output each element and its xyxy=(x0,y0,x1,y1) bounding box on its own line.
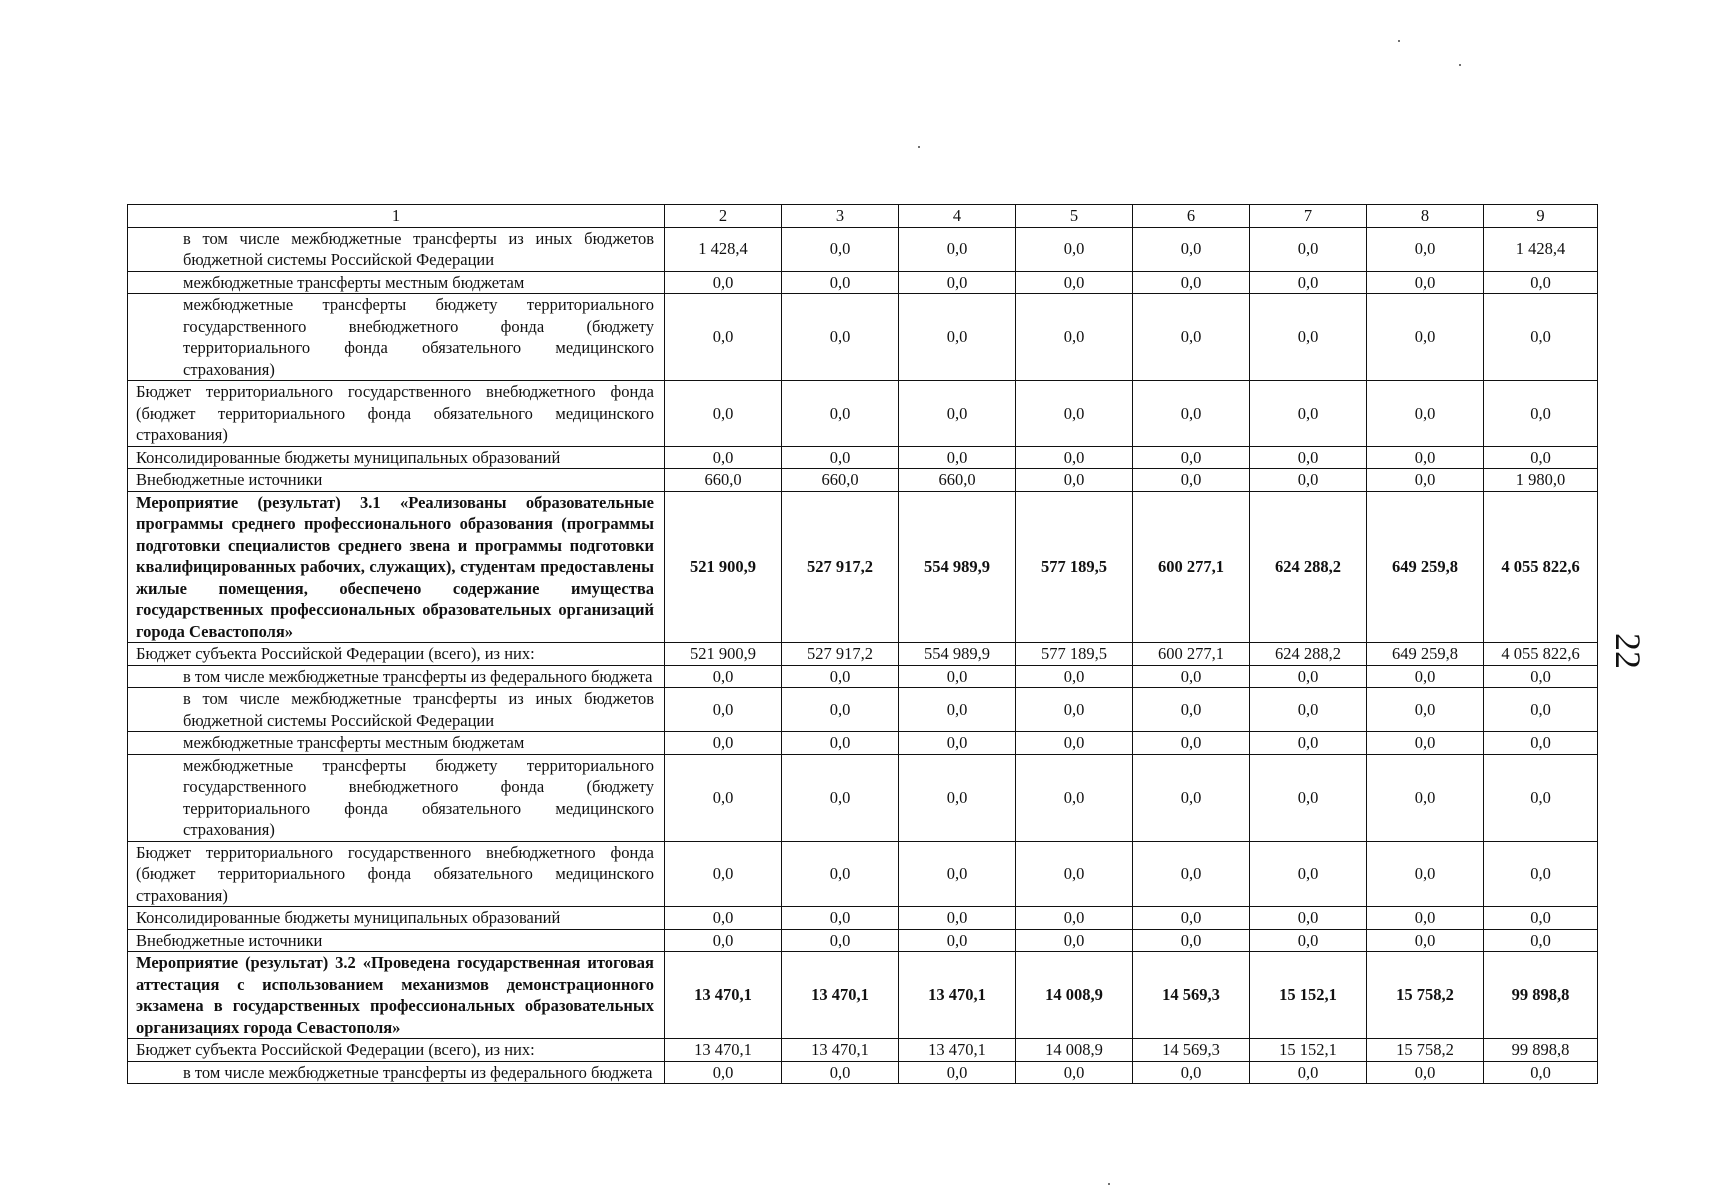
value-cell: 0,0 xyxy=(782,907,899,930)
value-cell: 0,0 xyxy=(1367,754,1484,841)
value-cell: 0,0 xyxy=(1250,754,1367,841)
value-cell: 0,0 xyxy=(782,227,899,271)
value-cell: 15 152,1 xyxy=(1250,1039,1367,1062)
scan-speck xyxy=(918,146,920,148)
value-cell: 0,0 xyxy=(665,732,782,755)
row-label: в том числе межбюджетные трансферты из иных бюджетов бюджетной системы Российской Федерации xyxy=(128,227,665,271)
value-cell: 0,0 xyxy=(782,688,899,732)
value-cell: 0,0 xyxy=(1133,929,1250,952)
value-cell: 0,0 xyxy=(1016,446,1133,469)
value-cell: 14 569,3 xyxy=(1133,1039,1250,1062)
table-row xyxy=(128,446,1598,469)
value-cell: 0,0 xyxy=(1250,227,1367,271)
table-row xyxy=(128,732,1598,755)
value-cell: 0,0 xyxy=(782,665,899,688)
table-row xyxy=(128,754,1598,841)
value-cell: 0,0 xyxy=(1484,732,1598,755)
value-cell: 527 917,2 xyxy=(782,491,899,643)
row-label: межбюджетные трансферты местным бюджетам xyxy=(128,271,665,294)
value-cell: 0,0 xyxy=(665,381,782,447)
value-cell: 0,0 xyxy=(1133,446,1250,469)
value-cell: 0,0 xyxy=(782,841,899,907)
value-cell: 13 470,1 xyxy=(899,952,1016,1039)
row-label: Внебюджетные источники xyxy=(128,469,665,492)
value-cell: 0,0 xyxy=(1250,688,1367,732)
value-cell: 0,0 xyxy=(1133,271,1250,294)
value-cell: 0,0 xyxy=(899,446,1016,469)
value-cell: 0,0 xyxy=(899,665,1016,688)
page-number: 22 xyxy=(1608,633,1648,669)
value-cell: 1 980,0 xyxy=(1484,469,1598,492)
value-cell: 527 917,2 xyxy=(782,643,899,666)
value-cell: 0,0 xyxy=(1250,841,1367,907)
value-cell: 0,0 xyxy=(1367,294,1484,381)
table-row xyxy=(128,1039,1598,1062)
value-cell: 0,0 xyxy=(1133,381,1250,447)
value-cell: 0,0 xyxy=(1484,1061,1598,1084)
value-cell: 14 569,3 xyxy=(1133,952,1250,1039)
header-cell: 8 xyxy=(1367,205,1484,228)
row-label: Бюджет территориального государственного внебюджетного фонда (бюджет территориального фонда обязательного медицинского страхования) xyxy=(128,841,665,907)
value-cell: 521 900,9 xyxy=(665,491,782,643)
value-cell: 600 277,1 xyxy=(1133,643,1250,666)
table-row xyxy=(128,1061,1598,1084)
row-label: в том числе межбюджетные трансферты из иных бюджетов бюджетной системы Российской Федерации xyxy=(128,688,665,732)
scan-speck xyxy=(1108,1183,1110,1185)
value-cell: 0,0 xyxy=(1484,929,1598,952)
value-cell: 0,0 xyxy=(1016,1061,1133,1084)
scan-speck xyxy=(1459,64,1461,66)
value-cell: 1 428,4 xyxy=(665,227,782,271)
value-cell: 13 470,1 xyxy=(782,952,899,1039)
value-cell: 99 898,8 xyxy=(1484,952,1598,1039)
value-cell: 0,0 xyxy=(1250,929,1367,952)
value-cell: 0,0 xyxy=(1367,271,1484,294)
table-row xyxy=(128,688,1598,732)
value-cell: 0,0 xyxy=(899,1061,1016,1084)
value-cell: 13 470,1 xyxy=(665,1039,782,1062)
value-cell: 660,0 xyxy=(782,469,899,492)
value-cell: 0,0 xyxy=(782,294,899,381)
value-cell: 0,0 xyxy=(1016,688,1133,732)
value-cell: 0,0 xyxy=(1367,688,1484,732)
value-cell: 0,0 xyxy=(1016,271,1133,294)
header-cell: 9 xyxy=(1484,205,1598,228)
header-cell: 7 xyxy=(1250,205,1367,228)
row-label: Внебюджетные источники xyxy=(128,929,665,952)
value-cell: 0,0 xyxy=(1484,294,1598,381)
value-cell: 0,0 xyxy=(1484,446,1598,469)
value-cell: 0,0 xyxy=(1133,754,1250,841)
value-cell: 660,0 xyxy=(899,469,1016,492)
value-cell: 0,0 xyxy=(1133,732,1250,755)
value-cell: 0,0 xyxy=(1133,841,1250,907)
value-cell: 554 989,9 xyxy=(899,491,1016,643)
table-row xyxy=(128,271,1598,294)
value-cell: 0,0 xyxy=(1133,665,1250,688)
value-cell: 0,0 xyxy=(899,907,1016,930)
scan-speck xyxy=(1398,40,1400,42)
table-row xyxy=(128,952,1598,1039)
table-row xyxy=(128,491,1598,643)
value-cell: 660,0 xyxy=(665,469,782,492)
value-cell: 0,0 xyxy=(665,446,782,469)
table-header-row xyxy=(128,205,1598,228)
header-cell: 5 xyxy=(1016,205,1133,228)
value-cell: 0,0 xyxy=(782,732,899,755)
row-label: межбюджетные трансферты местным бюджетам xyxy=(128,732,665,755)
value-cell: 0,0 xyxy=(665,929,782,952)
value-cell: 0,0 xyxy=(1250,469,1367,492)
table-row xyxy=(128,469,1598,492)
value-cell: 0,0 xyxy=(1133,469,1250,492)
table-row xyxy=(128,929,1598,952)
row-label: Консолидированные бюджеты муниципальных образований xyxy=(128,907,665,930)
value-cell: 0,0 xyxy=(1484,754,1598,841)
value-cell: 0,0 xyxy=(1250,732,1367,755)
table-row xyxy=(128,643,1598,666)
value-cell: 0,0 xyxy=(1250,271,1367,294)
value-cell: 0,0 xyxy=(899,271,1016,294)
value-cell: 4 055 822,6 xyxy=(1484,491,1598,643)
value-cell: 0,0 xyxy=(899,732,1016,755)
value-cell: 0,0 xyxy=(665,841,782,907)
value-cell: 0,0 xyxy=(665,907,782,930)
row-label: межбюджетные трансферты бюджету территориального государственного внебюджетного фонда (бюджету территориального фонда обязательного медицинского страхования) xyxy=(128,754,665,841)
value-cell: 649 259,8 xyxy=(1367,491,1484,643)
value-cell: 0,0 xyxy=(1133,294,1250,381)
value-cell: 0,0 xyxy=(1367,1061,1484,1084)
value-cell: 13 470,1 xyxy=(665,952,782,1039)
value-cell: 99 898,8 xyxy=(1484,1039,1598,1062)
value-cell: 14 008,9 xyxy=(1016,1039,1133,1062)
value-cell: 0,0 xyxy=(1133,1061,1250,1084)
value-cell: 0,0 xyxy=(1250,381,1367,447)
value-cell: 0,0 xyxy=(1484,907,1598,930)
value-cell: 0,0 xyxy=(1250,1061,1367,1084)
value-cell: 0,0 xyxy=(1250,665,1367,688)
value-cell: 624 288,2 xyxy=(1250,643,1367,666)
row-label: в том числе межбюджетные трансферты из федерального бюджета xyxy=(128,665,665,688)
value-cell: 15 758,2 xyxy=(1367,1039,1484,1062)
value-cell: 0,0 xyxy=(1016,665,1133,688)
value-cell: 0,0 xyxy=(1484,688,1598,732)
value-cell: 0,0 xyxy=(1484,381,1598,447)
value-cell: 0,0 xyxy=(1016,381,1133,447)
value-cell: 0,0 xyxy=(1367,732,1484,755)
value-cell: 1 428,4 xyxy=(1484,227,1598,271)
value-cell: 577 189,5 xyxy=(1016,643,1133,666)
value-cell: 0,0 xyxy=(665,1061,782,1084)
value-cell: 0,0 xyxy=(665,294,782,381)
table-row xyxy=(128,907,1598,930)
value-cell: 0,0 xyxy=(1016,929,1133,952)
value-cell: 0,0 xyxy=(782,446,899,469)
row-label: межбюджетные трансферты бюджету территориального государственного внебюджетного фонда (бюджету территориального фонда обязательного медицинского страхования) xyxy=(128,294,665,381)
value-cell: 0,0 xyxy=(782,929,899,952)
value-cell: 0,0 xyxy=(782,1061,899,1084)
value-cell: 624 288,2 xyxy=(1250,491,1367,643)
value-cell: 0,0 xyxy=(899,381,1016,447)
value-cell: 15 152,1 xyxy=(1250,952,1367,1039)
row-label: в том числе межбюджетные трансферты из федерального бюджета xyxy=(128,1061,665,1084)
header-cell: 1 xyxy=(128,205,665,228)
value-cell: 0,0 xyxy=(1367,665,1484,688)
value-cell: 0,0 xyxy=(1367,381,1484,447)
value-cell: 0,0 xyxy=(899,841,1016,907)
value-cell: 15 758,2 xyxy=(1367,952,1484,1039)
table-row xyxy=(128,841,1598,907)
value-cell: 0,0 xyxy=(665,754,782,841)
value-cell: 0,0 xyxy=(1367,929,1484,952)
value-cell: 0,0 xyxy=(1367,469,1484,492)
value-cell: 649 259,8 xyxy=(1367,643,1484,666)
value-cell: 0,0 xyxy=(1133,907,1250,930)
value-cell: 0,0 xyxy=(1367,227,1484,271)
value-cell: 0,0 xyxy=(1367,841,1484,907)
value-cell: 0,0 xyxy=(782,271,899,294)
value-cell: 0,0 xyxy=(665,271,782,294)
row-label: Бюджет субъекта Российской Федерации (всего), из них: xyxy=(128,1039,665,1062)
table-row xyxy=(128,227,1598,271)
row-label: Бюджет территориального государственного внебюджетного фонда (бюджет территориального фонда обязательного медицинского страхования) xyxy=(128,381,665,447)
value-cell: 0,0 xyxy=(1016,754,1133,841)
value-cell: 0,0 xyxy=(1250,294,1367,381)
budget-table xyxy=(127,204,1598,1084)
value-cell: 600 277,1 xyxy=(1133,491,1250,643)
value-cell: 0,0 xyxy=(1016,732,1133,755)
table-row xyxy=(128,381,1598,447)
value-cell: 0,0 xyxy=(899,294,1016,381)
value-cell: 0,0 xyxy=(1367,907,1484,930)
header-cell: 3 xyxy=(782,205,899,228)
value-cell: 521 900,9 xyxy=(665,643,782,666)
value-cell: 0,0 xyxy=(1016,841,1133,907)
value-cell: 0,0 xyxy=(899,227,1016,271)
value-cell: 0,0 xyxy=(665,665,782,688)
table-body xyxy=(128,205,1598,1084)
table-row xyxy=(128,665,1598,688)
value-cell: 0,0 xyxy=(782,754,899,841)
table-row xyxy=(128,294,1598,381)
row-label: Мероприятие (результат) 3.1 «Реализованы образовательные программы среднего профессионального образования (программы подготовки специалистов среднего звена и программы подготовки квалифицированных рабочих, служащих), студентам предоставлены жилые помещения, обеспечено содержание имущества государственных профессиональных образовательных организаций города Севастополя» xyxy=(128,491,665,643)
row-label: Бюджет субъекта Российской Федерации (всего), из них: xyxy=(128,643,665,666)
value-cell: 0,0 xyxy=(1484,665,1598,688)
header-cell: 6 xyxy=(1133,205,1250,228)
value-cell: 0,0 xyxy=(1250,446,1367,469)
value-cell: 577 189,5 xyxy=(1016,491,1133,643)
value-cell: 0,0 xyxy=(1484,271,1598,294)
value-cell: 13 470,1 xyxy=(899,1039,1016,1062)
value-cell: 0,0 xyxy=(1367,446,1484,469)
value-cell: 0,0 xyxy=(899,754,1016,841)
value-cell: 14 008,9 xyxy=(1016,952,1133,1039)
row-label: Мероприятие (результат) 3.2 «Проведена государственная итоговая аттестация с использованием механизмов демонстрационного экзамена в государственных профессиональных образовательных организациях города Севастополя» xyxy=(128,952,665,1039)
value-cell: 0,0 xyxy=(1484,841,1598,907)
header-cell: 4 xyxy=(899,205,1016,228)
value-cell: 0,0 xyxy=(665,688,782,732)
header-cell: 2 xyxy=(665,205,782,228)
value-cell: 0,0 xyxy=(1133,688,1250,732)
value-cell: 0,0 xyxy=(1016,469,1133,492)
value-cell: 0,0 xyxy=(1016,907,1133,930)
value-cell: 554 989,9 xyxy=(899,643,1016,666)
value-cell: 0,0 xyxy=(782,381,899,447)
value-cell: 4 055 822,6 xyxy=(1484,643,1598,666)
value-cell: 0,0 xyxy=(1133,227,1250,271)
value-cell: 0,0 xyxy=(899,688,1016,732)
value-cell: 0,0 xyxy=(899,929,1016,952)
value-cell: 13 470,1 xyxy=(782,1039,899,1062)
value-cell: 0,0 xyxy=(1250,907,1367,930)
value-cell: 0,0 xyxy=(1016,294,1133,381)
row-label: Консолидированные бюджеты муниципальных образований xyxy=(128,446,665,469)
value-cell: 0,0 xyxy=(1016,227,1133,271)
